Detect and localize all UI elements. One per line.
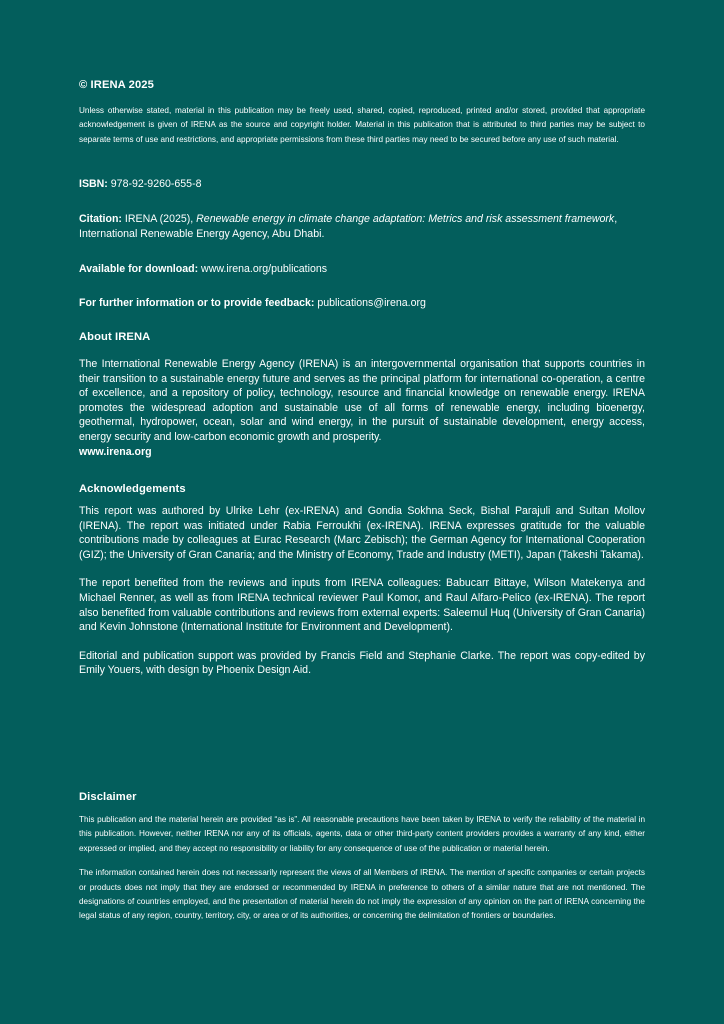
acknowledgements-paragraph-2: The report benefited from the reviews and inputs from IRENA colleagues: Babucarr Bittaye, Wilson Matekenya and Michael Renner, as well as from IRENA technical reviewer Paul Komor, and Raul Alfaro-Pelico (ex-IRENA). The report also benefited from valuable contributions and reviews from external experts: Saleemul Huq (University of Gran Canaria) and Kevin Johnstone (International Institute for Environment and Development). bbox=[79, 577, 645, 634]
about-heading: About IRENA bbox=[79, 331, 151, 343]
feedback-line bbox=[79, 296, 645, 311]
about-text: The International Renewable Energy Agency (IRENA) is an intergovernmental organisation that supports countries in their transition to a sustainable energy future and serves as the principal platform for international co-operation, a centre of excellence, and a repository of policy, technology, resource and financial knowledge on renewable energy. IRENA promotes the widespread adoption and sustainable use of all forms of renewable energy, including bioenergy, geothermal, hydropower, ocean, solar and wind energy, in the pursuit of sustainable development, energy access, energy security and low-carbon economic growth and prosperity. bbox=[79, 358, 645, 443]
disclaimer-paragraph-2: The information contained herein does not necessarily represent the views of all Members of IRENA. The mention of specific companies or certain projects or products does not imply that they are endorsed or recommended by IRENA in preference to others of a similar nature that are not mentioned. The designations of countries employed, and the presentation of material herein do not imply the expression of any opinion on the part of IRENA concerning the legal status of any region, country, territory, city, or area or of its authorities, or concerning the delimitation of frontiers or boundaries. bbox=[79, 868, 645, 921]
disclaimer-section bbox=[79, 813, 645, 924]
download-label: Available for download: bbox=[79, 263, 199, 275]
feedback-label: For further information or to provide feedback: bbox=[79, 297, 315, 309]
copyright-heading: © IRENA 2025 bbox=[79, 79, 154, 91]
citation-prefix: IRENA (2025), bbox=[121, 213, 197, 225]
acknowledgements-paragraph-1: This report was authored by Ulrike Lehr (ex-IRENA) and Gondia Sokhna Seck, Bishal Parajuli and Sultan Mollov (IRENA). The report was initiated under Rabia Ferroukhi (ex-IRENA). IRENA expresses gratitude for the valuable contributions made by colleagues at Eurac Research (Marc Zebisch); the German Agency for International Cooperation (GIZ); the University of Gran Canaria; and the Ministry of Economy, Trade and Industry (METI), Japan (Takeshi Takama). bbox=[79, 505, 645, 561]
disclaimer-heading: Disclaimer bbox=[79, 791, 137, 803]
download-line bbox=[79, 262, 645, 277]
citation-title: Renewable energy in climate change adaptation: Metrics and risk assessment framework bbox=[196, 213, 615, 225]
citation-label: Citation: bbox=[79, 213, 122, 225]
acknowledgements-paragraph-3: Editorial and publication support was provided by Francis Field and Stephanie Clarke. The report was copy-edited by Emily Youers, with design by Phoenix Design Aid. bbox=[79, 649, 645, 677]
disclaimer-paragraph-1: This publication and the material herein are provided “as is”. All reasonable precautions have been taken by IRENA to verify the reliability of the material in this publication. However, neither IRENA nor any of its officials, agents, data or other third-party content providers provides a warranty of any kind, either expressed or implied, and they accept no responsibility or liability for any consequence of use of the publication or material herein. bbox=[79, 815, 645, 853]
feedback-email-link[interactable]: publications@irena.org bbox=[314, 297, 426, 309]
isbn-value: 978-92-9260-655-8 bbox=[107, 178, 202, 190]
isbn-line bbox=[79, 177, 645, 192]
citation-suffix: , International Renewable Energy Agency, Abu Dhabi. bbox=[79, 213, 618, 240]
citation-line bbox=[79, 212, 645, 241]
download-link[interactable]: www.irena.org/publications bbox=[198, 263, 328, 275]
about-section bbox=[79, 357, 645, 459]
acknowledgements-heading: Acknowledgements bbox=[79, 483, 186, 495]
about-link[interactable]: www.irena.org bbox=[79, 445, 152, 458]
acknowledgements-section bbox=[79, 504, 645, 678]
isbn-label: ISBN: bbox=[79, 178, 108, 190]
rights-text: Unless otherwise stated, material in this publication may be freely used, shared, copied, reproduced, printed and/or stored, provided that appropriate acknowledgement is given of IRENA as the source and copyright holder. Material in this publication that is attributed to third parties may be subject to separate terms of use and restrictions, and appropriate permissions from these third parties may need to be secured before any use of such material. bbox=[79, 106, 645, 144]
